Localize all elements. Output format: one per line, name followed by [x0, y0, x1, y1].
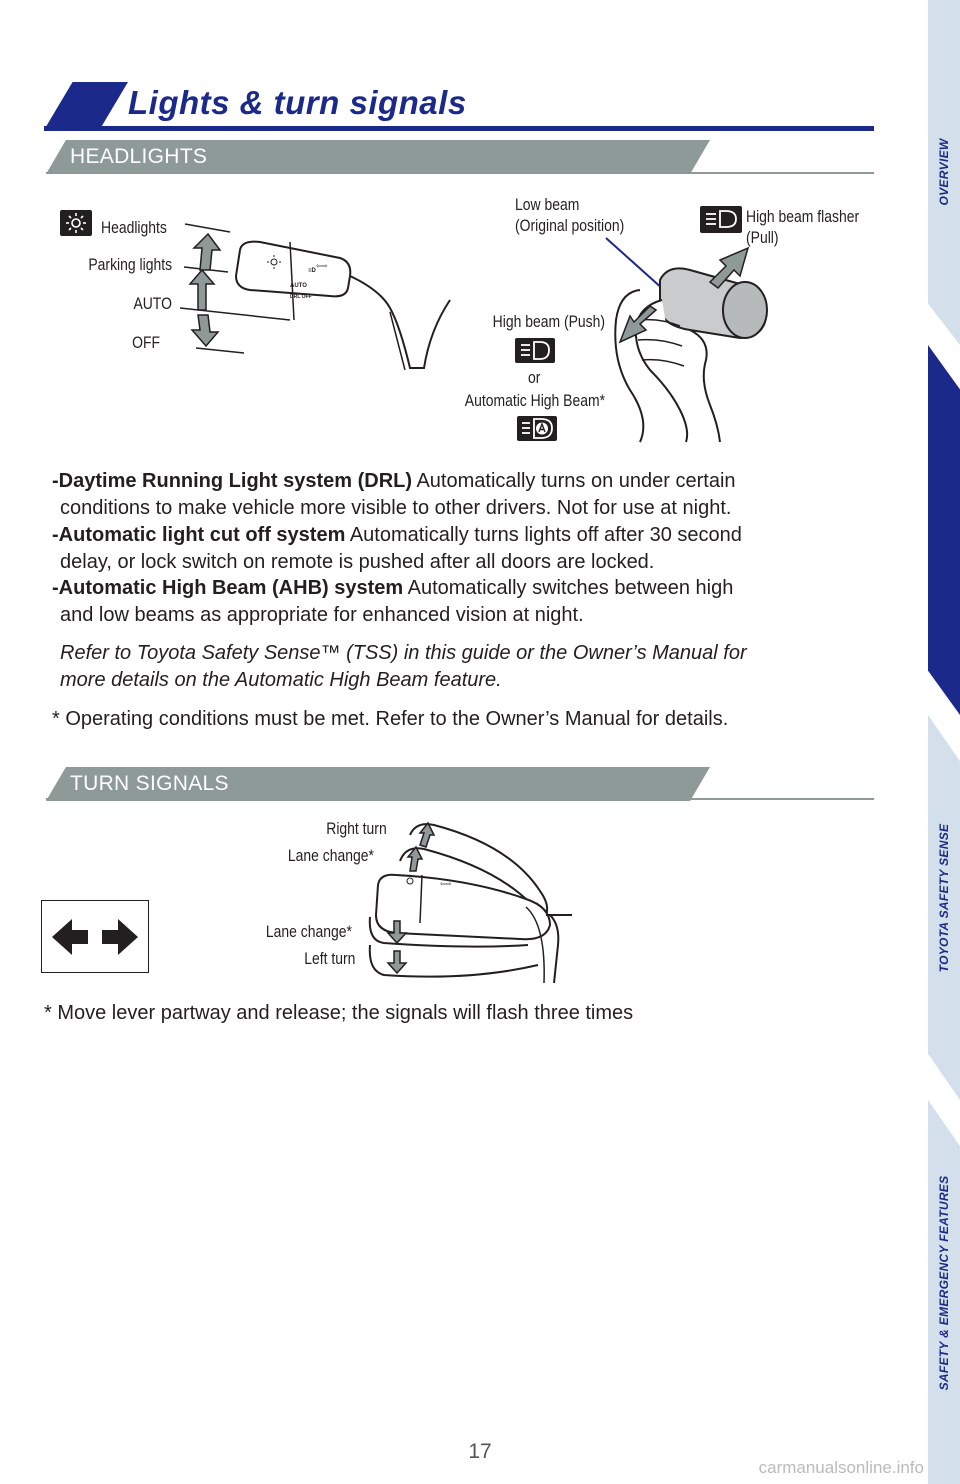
side-tab-features-label[interactable]: FEATURES & OPERATIONS	[937, 443, 951, 607]
drl-text-line2: conditions to make vehicle more visible to other drivers. Not for use at night.	[60, 497, 732, 519]
ahb-text-line2: and low beams as appropriate for enhanced vision at night.	[60, 604, 584, 626]
ahb-paragraph	[52, 575, 842, 629]
svg-text:≡D: ≡D	[308, 268, 316, 274]
automatic-high-beam-icon	[517, 416, 557, 441]
headlights-section-title: HEADLIGHTS	[70, 145, 208, 168]
svg-text:⇦⇨: ⇦⇨	[440, 881, 452, 888]
headlights-banner-rule	[46, 172, 874, 174]
label-high-beam-flasher: High beam flasher	[746, 207, 860, 226]
watermark: carmanualsonline.info	[758, 1458, 924, 1477]
headlight-stalk-illustration	[180, 220, 460, 380]
page-number: 17	[468, 1440, 492, 1463]
label-lane-change-up: Lane change*	[287, 846, 374, 865]
turn-signal-indicator-box	[41, 900, 149, 973]
label-left-turn: Left turn	[303, 949, 355, 968]
turn-signal-arrows-icon	[42, 901, 148, 972]
drl-paragraph	[52, 468, 842, 522]
label-flasher-pull: (Pull)	[746, 228, 779, 247]
tss-reference-note	[60, 640, 850, 694]
tss-reference-line2: more details on the Automatic High Beam feature.	[60, 669, 502, 691]
high-beam-flasher-icon	[700, 206, 742, 233]
turn-signals-banner-rule	[46, 798, 874, 800]
stalk-auto-marking: AUTO	[290, 283, 307, 289]
ahb-text-line1: Automatically switches between high	[403, 577, 734, 599]
ahb-title: -Automatic High Beam (AHB) system	[52, 577, 404, 599]
drl-text-line1: Automatically turns on under certain	[412, 470, 736, 492]
label-low-beam: Low beam	[515, 195, 580, 214]
label-or: or	[528, 368, 541, 387]
stalk-drl-marking: DRL OFF	[290, 294, 312, 300]
label-high-beam-push: High beam (Push)	[492, 312, 605, 331]
label-headlights: Headlights	[101, 218, 167, 237]
label-automatic-high-beam: Automatic High Beam*	[464, 391, 605, 410]
label-auto: AUTO	[133, 294, 172, 313]
headlights-footnote: * Operating conditions must be met. Refer to the Owner’s Manual for details.	[52, 708, 729, 730]
side-tab-safety-label[interactable]: SAFETY & EMERGENCY FEATURES	[937, 1175, 951, 1391]
hand-on-stalk-illustration	[600, 230, 780, 445]
turn-signals-footnote: * Move lever partway and release; the signals will flash three times	[44, 1002, 634, 1024]
svg-text:⇦⇨: ⇦⇨	[316, 263, 328, 270]
light-cutoff-text-line1: Automatically turns lights off after 30 second	[345, 524, 742, 546]
label-parking-lights: Parking lights	[88, 255, 172, 274]
drl-title: -Daytime Running Light system (DRL)	[52, 470, 413, 492]
light-cutoff-paragraph	[52, 522, 842, 576]
side-tab-overview-label[interactable]: OVERVIEW	[937, 138, 951, 206]
light-cutoff-text-line2: delay, or lock switch on remote is pushed after all doors are locked.	[60, 551, 655, 573]
high-beam-icon	[515, 338, 555, 363]
label-lane-change-down: Lane change*	[265, 922, 352, 941]
title-accent	[44, 82, 128, 130]
light-cutoff-title: -Automatic light cut off system	[52, 524, 346, 546]
headlight-symbol-icon	[60, 210, 92, 236]
label-right-turn: Right turn	[326, 819, 387, 838]
tss-reference-line1: Refer to Toyota Safety Sense™ (TSS) in this guide or the Owner’s Manual for	[60, 642, 747, 664]
label-low-beam-position: (Original position)	[515, 216, 625, 235]
page-title: Lights & turn signals	[128, 84, 467, 121]
turn-signal-stalk-illustration	[360, 815, 580, 985]
turn-signals-section-title: TURN SIGNALS	[70, 772, 229, 795]
label-off: OFF	[132, 333, 160, 352]
side-tab-tss-label[interactable]: TOYOTA SAFETY SENSE	[937, 823, 951, 973]
title-rule	[44, 126, 874, 131]
